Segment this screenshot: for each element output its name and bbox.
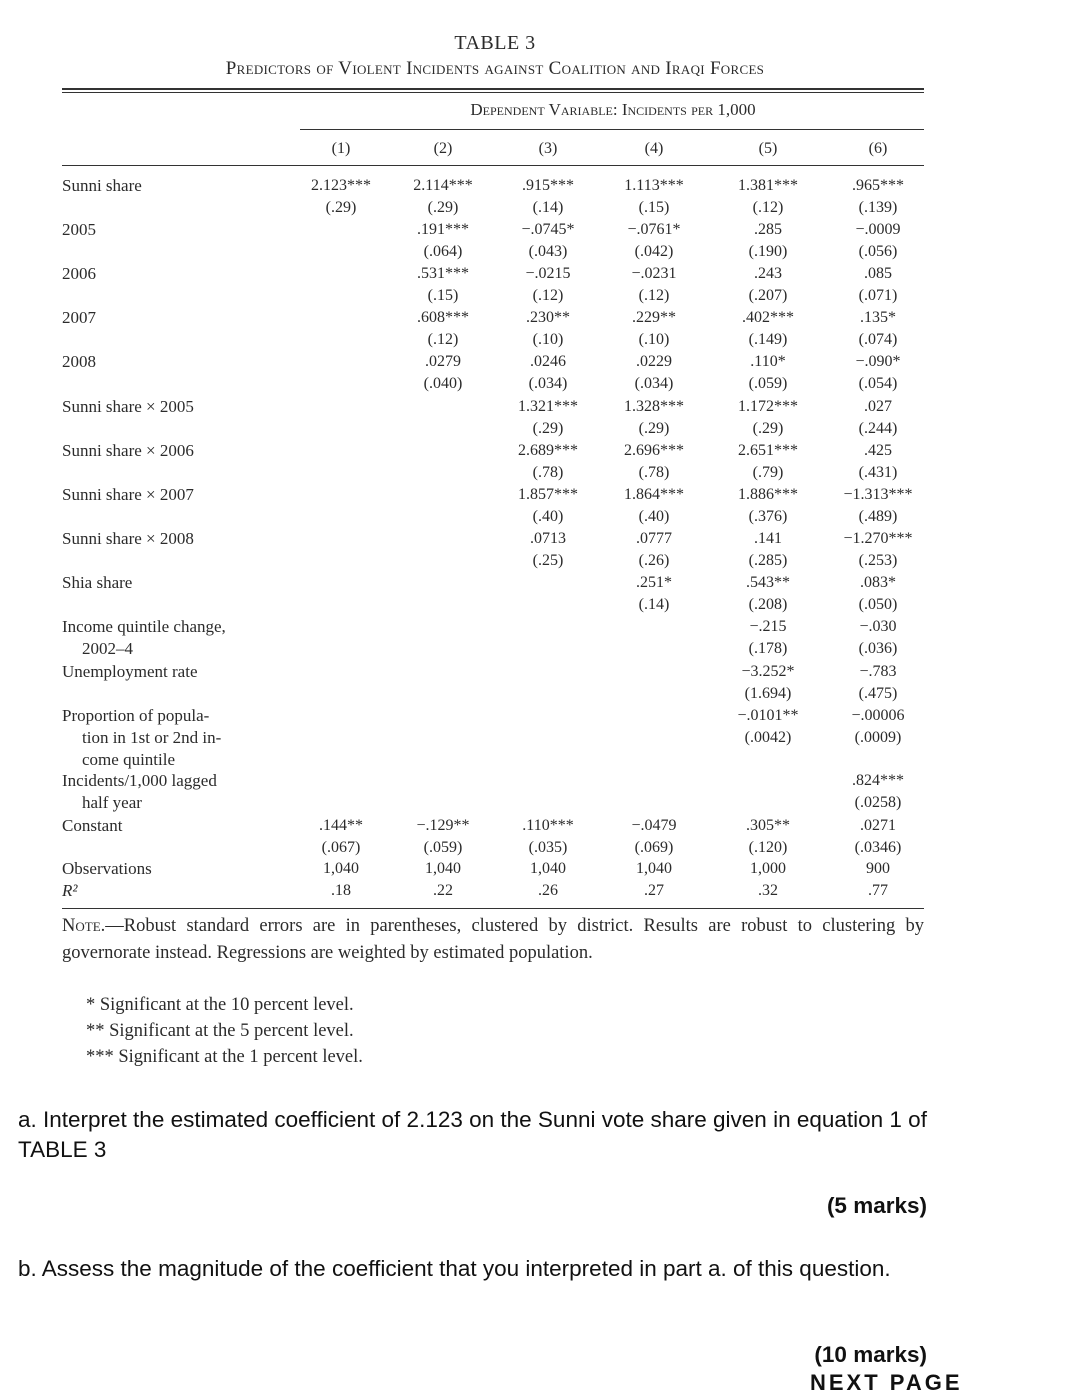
column-header-1: (1) <box>331 140 351 157</box>
standard-error-cell: (.054) <box>858 375 898 392</box>
standard-error-cell: (.178) <box>748 640 788 657</box>
footer-cut-text: NEXT PAGE <box>810 1370 963 1395</box>
r2-cell: .18 <box>331 882 351 899</box>
column-header-4: (4) <box>644 140 664 157</box>
coefficient-cell: .285 <box>754 221 782 238</box>
coefficient-cell: −.0745* <box>521 221 575 238</box>
standard-error-cell: (.26) <box>638 552 670 569</box>
coefficient-cell: −.0231 <box>631 265 677 282</box>
coefficient-cell: .543** <box>746 574 790 591</box>
coefficient-cell: −.030 <box>859 618 897 635</box>
row-label: Incidents/1,000 lagged <box>62 771 217 790</box>
standard-error-cell: (.14) <box>638 596 670 613</box>
row-label: tion in 1st or 2nd in- <box>82 728 222 747</box>
note-lead: Note. <box>62 916 106 936</box>
coefficient-cell: 1.172*** <box>738 398 798 415</box>
table-subtitle: Predictors of Violent Incidents against Coalition and Iraqi Forces <box>225 58 765 79</box>
standard-error-cell: (.29) <box>638 420 670 437</box>
standard-error-cell: (.056) <box>858 243 898 260</box>
coefficient-cell: −.00006 <box>851 707 905 724</box>
standard-error-cell: (.489) <box>858 508 898 525</box>
table-title: TABLE 3 <box>454 32 536 54</box>
standard-error-cell: (.15) <box>638 199 670 216</box>
standard-error-cell: (.042) <box>634 243 674 260</box>
row-label: 2008 <box>62 352 96 371</box>
standard-error-cell: (.253) <box>858 552 898 569</box>
coefficient-cell: .144** <box>319 817 363 834</box>
coefficient-cell: 1.857*** <box>518 486 578 503</box>
row-label: 2007 <box>62 308 96 327</box>
r2-label: R² <box>62 881 78 900</box>
r2-cell: .26 <box>538 882 558 899</box>
coefficient-cell: .135* <box>860 309 896 326</box>
table-note <box>62 913 924 967</box>
coefficient-cell: 1.321*** <box>518 398 578 415</box>
coefficient-cell: .0713 <box>530 530 566 547</box>
standard-error-cell: (.043) <box>528 243 568 260</box>
standard-error-cell: (.208) <box>748 596 788 613</box>
coefficient-cell: −1.313*** <box>843 486 913 503</box>
coefficient-cell: .608*** <box>417 309 469 326</box>
standard-error-cell: (.069) <box>634 839 674 856</box>
standard-error-cell: (.074) <box>858 331 898 348</box>
significance-5: ** Significant at the 5 percent level. <box>86 1021 354 1041</box>
coefficient-cell: −.0215 <box>525 265 571 282</box>
coefficient-cell: 2.123*** <box>311 177 371 194</box>
standard-error-cell: (.067) <box>321 839 361 856</box>
coefficient-cell: .0246 <box>530 353 566 370</box>
observations-cell: 1,040 <box>530 860 566 877</box>
standard-error-cell: (.25) <box>532 552 564 569</box>
coefficient-cell: .824*** <box>852 772 904 789</box>
significance-10: * Significant at the 10 percent level. <box>86 995 354 1015</box>
coefficient-cell: −.090* <box>855 353 901 370</box>
standard-error-cell: (.244) <box>858 420 898 437</box>
standard-error-cell: (.040) <box>423 375 463 392</box>
coefficient-cell: .110*** <box>522 817 574 834</box>
standard-error-cell: (.431) <box>858 464 898 481</box>
row-label: Constant <box>62 816 123 835</box>
standard-error-cell: (.78) <box>532 464 564 481</box>
coefficient-cell: .110* <box>750 353 786 370</box>
coefficient-cell: −3.252* <box>741 663 795 680</box>
r2-cell: .27 <box>644 882 664 899</box>
standard-error-cell: (.071) <box>858 287 898 304</box>
standard-error-cell: (.78) <box>638 464 670 481</box>
row-label: 2005 <box>62 220 96 239</box>
table-bottom-rule <box>62 908 924 909</box>
standard-error-cell: (.12) <box>532 287 564 304</box>
coefficient-cell: .0279 <box>425 353 461 370</box>
coefficient-cell: 1.381*** <box>738 177 798 194</box>
dependent-header-rule <box>300 129 924 130</box>
row-label: Shia share <box>62 573 133 592</box>
standard-error-cell: (.059) <box>748 375 788 392</box>
coefficient-cell: 1.886*** <box>738 486 798 503</box>
row-label: 2006 <box>62 264 96 283</box>
coefficient-cell: −.0479 <box>631 817 677 834</box>
significance-1: *** Significant at the 1 percent level. <box>86 1047 363 1067</box>
standard-error-cell: (.050) <box>858 596 898 613</box>
row-label: Sunni share × 2005 <box>62 397 194 416</box>
row-label: Sunni share × 2006 <box>62 441 194 460</box>
coefficient-cell: 1.113*** <box>624 177 684 194</box>
column-header-5: (5) <box>758 140 778 157</box>
row-label: 2002–4 <box>82 639 133 658</box>
coefficient-cell: −.0761* <box>627 221 681 238</box>
observations-cell: 1,040 <box>636 860 672 877</box>
standard-error-cell: (.376) <box>748 508 788 525</box>
coefficient-cell: −.0101** <box>737 707 799 724</box>
coefficient-cell: −.129** <box>416 817 470 834</box>
coefficient-cell: 2.689*** <box>518 442 578 459</box>
observations-label: Observations <box>62 859 152 878</box>
coefficient-cell: −1.270*** <box>843 530 913 547</box>
coefficient-cell: .0271 <box>860 817 896 834</box>
row-label: Income quintile change, <box>62 617 226 636</box>
coefficient-cell: −.783 <box>859 663 897 680</box>
coefficient-cell: .191*** <box>417 221 469 238</box>
standard-error-cell: (.29) <box>752 420 784 437</box>
standard-error-cell: (.12) <box>638 287 670 304</box>
standard-error-cell: (.064) <box>423 243 463 260</box>
coefficient-cell: .425 <box>864 442 892 459</box>
coefficient-cell: .083* <box>860 574 896 591</box>
coefficient-cell: 1.864*** <box>624 486 684 503</box>
coefficient-cell: 1.328*** <box>624 398 684 415</box>
question-a: a. Interpret the estimated coefficient of 2.123 on the Sunni vote share given in equation 1 of TABLE 3 <box>18 1107 927 1162</box>
standard-error-cell: (.034) <box>528 375 568 392</box>
column-header-6: (6) <box>868 140 888 157</box>
r2-cell: .77 <box>868 882 888 899</box>
row-label: Sunni share × 2008 <box>62 529 194 548</box>
standard-error-cell: (.29) <box>532 420 564 437</box>
observations-cell: 1,040 <box>323 860 359 877</box>
coefficient-cell: .0777 <box>636 530 672 547</box>
standard-error-cell: (.14) <box>532 199 564 216</box>
row-label: Proportion of popula- <box>62 706 210 725</box>
standard-error-cell: (.29) <box>427 199 459 216</box>
coefficient-cell: .230** <box>526 309 570 326</box>
row-label: Unemployment rate <box>62 662 198 681</box>
standard-error-cell: (.149) <box>748 331 788 348</box>
standard-error-cell: (.40) <box>532 508 564 525</box>
standard-error-cell: (.035) <box>528 839 568 856</box>
coefficient-cell: −.215 <box>749 618 787 635</box>
r2-cell: .22 <box>433 882 453 899</box>
standard-error-cell: (.034) <box>634 375 674 392</box>
standard-error-cell: (.059) <box>423 839 463 856</box>
standard-error-cell: (.036) <box>858 640 898 657</box>
standard-error-cell: (.0346) <box>854 839 902 856</box>
standard-error-cell: (.207) <box>748 287 788 304</box>
standard-error-cell: (.15) <box>427 287 459 304</box>
standard-error-cell: (.0258) <box>854 794 902 811</box>
standard-error-cell: (.120) <box>748 839 788 856</box>
standard-error-cell: (.0009) <box>854 729 902 746</box>
row-label: come quintile <box>82 750 176 769</box>
standard-error-cell: (.139) <box>858 199 898 216</box>
observations-cell: 1,000 <box>750 860 786 877</box>
standard-error-cell: (.190) <box>748 243 788 260</box>
standard-error-cell: (.40) <box>638 508 670 525</box>
question-b: b. Assess the magnitude of the coefficient that you interpreted in part a. of this question. <box>18 1256 891 1281</box>
row-label: Sunni share × 2007 <box>62 485 194 504</box>
observations-cell: 900 <box>866 860 890 877</box>
r2-cell: .32 <box>758 882 778 899</box>
coefficient-cell: .141 <box>754 530 782 547</box>
coefficient-cell: .027 <box>864 398 892 415</box>
coefficient-cell: .243 <box>754 265 782 282</box>
column-header-2: (2) <box>433 140 453 157</box>
row-label: Sunni share <box>62 176 142 195</box>
standard-error-cell: (.0042) <box>744 729 792 746</box>
coefficient-cell: .251* <box>636 574 672 591</box>
standard-error-cell: (.10) <box>638 331 670 348</box>
top-rule-1 <box>62 88 924 90</box>
coefficient-cell: .305** <box>746 817 790 834</box>
question-b-marks: (10 marks) <box>814 1342 927 1367</box>
standard-error-cell: (.475) <box>858 685 898 702</box>
coefficient-cell: 2.114*** <box>413 177 473 194</box>
standard-error-cell: (.285) <box>748 552 788 569</box>
row-label: half year <box>82 793 142 812</box>
question-a-marks: (5 marks) <box>826 1193 927 1218</box>
column-header-3: (3) <box>538 140 558 157</box>
standard-error-cell: (.12) <box>427 331 459 348</box>
standard-error-cell: (.29) <box>325 199 357 216</box>
coefficient-cell: .229** <box>632 309 676 326</box>
coefficient-cell: −.0009 <box>855 221 901 238</box>
coefficient-cell: 2.651*** <box>738 442 798 459</box>
standard-error-cell: (.79) <box>752 464 784 481</box>
coefficient-cell: .0229 <box>636 353 672 370</box>
dependent-variable-header: Dependent Variable: Incidents per 1,000 <box>470 100 756 119</box>
standard-error-cell: (.12) <box>752 199 784 216</box>
observations-cell: 1,040 <box>425 860 461 877</box>
coefficient-cell: .402*** <box>742 309 794 326</box>
coefficient-cell: .965*** <box>852 177 904 194</box>
standard-error-cell: (1.694) <box>744 685 792 702</box>
top-rule-2 <box>62 92 924 93</box>
coefficient-cell: .531*** <box>417 265 469 282</box>
coefficient-cell: 2.696*** <box>624 442 684 459</box>
standard-error-cell: (.10) <box>532 331 564 348</box>
coefficient-cell: .085 <box>864 265 892 282</box>
note-body: —Robust standard errors are in parentheses, clustered by district. Results are robust to clustering by governorate instead. Regressions are weighted by estimated population. <box>62 916 924 963</box>
header-bottom-rule <box>62 165 924 166</box>
coefficient-cell: .915*** <box>522 177 574 194</box>
